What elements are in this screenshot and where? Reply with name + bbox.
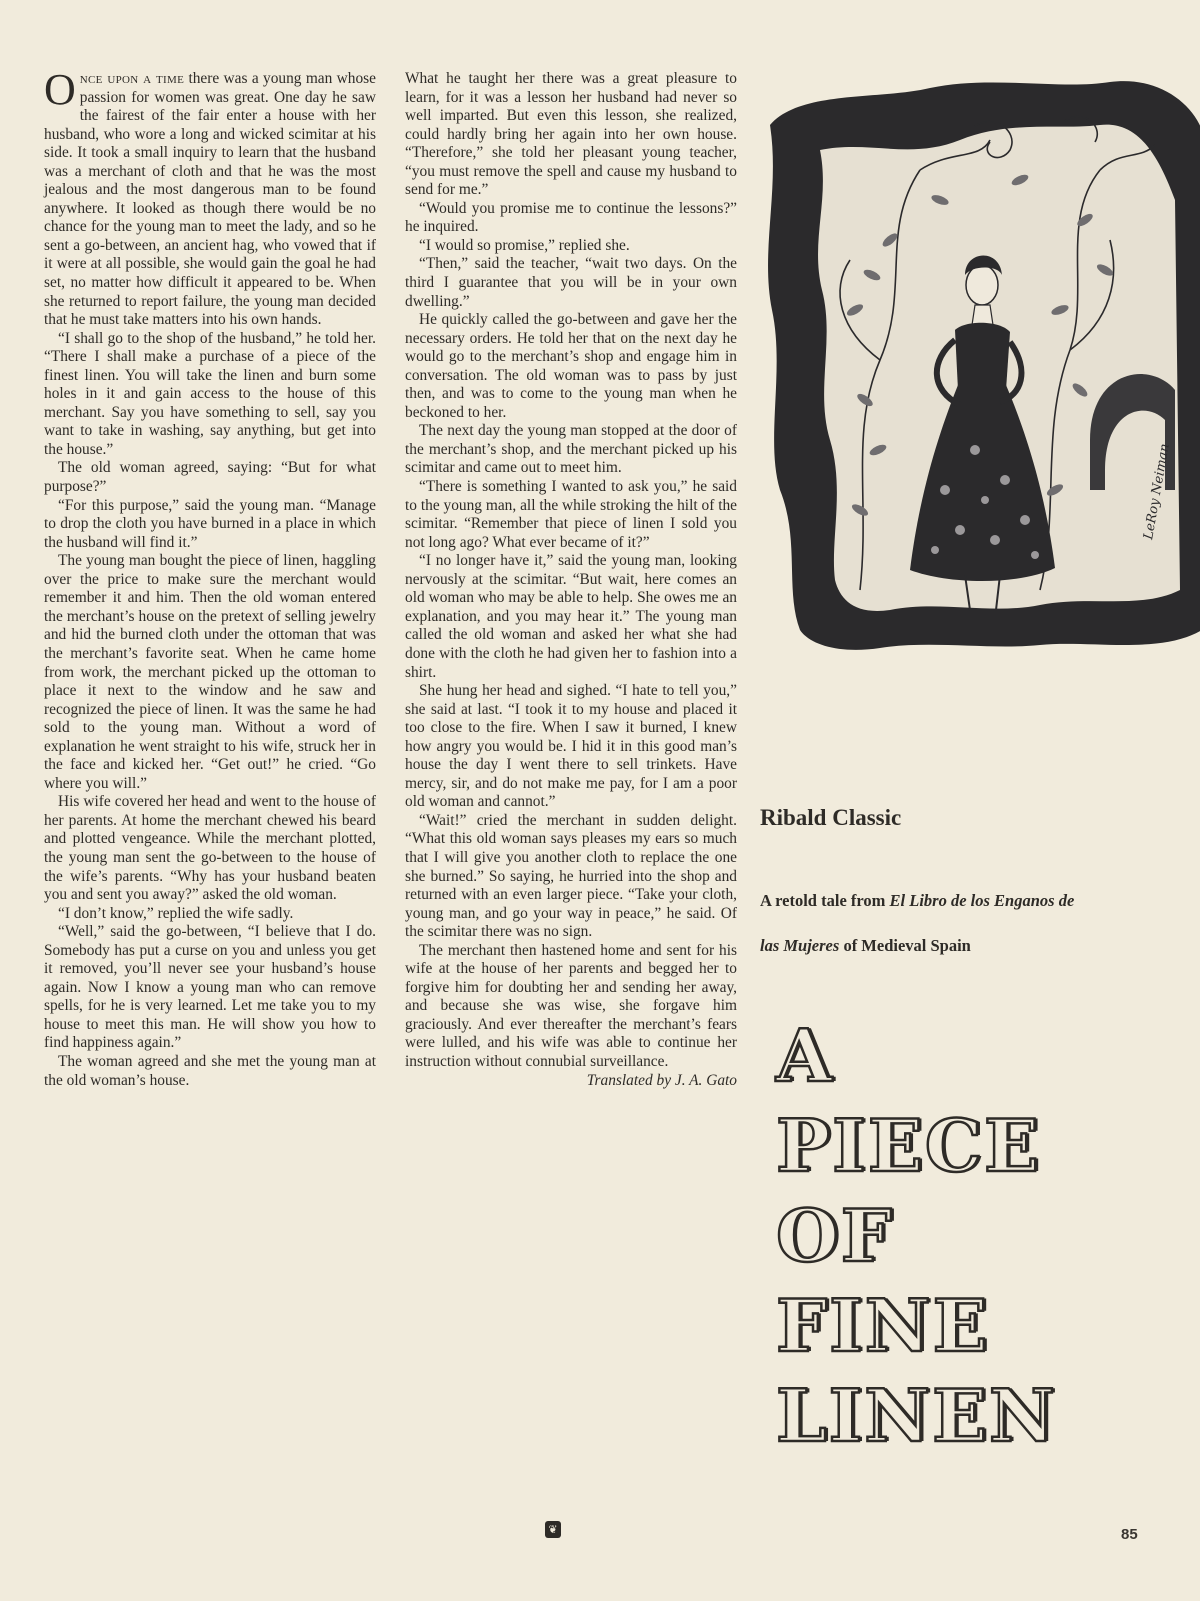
text-column-middle	[405, 70, 737, 1090]
paragraph: The next day the young man stopped at the door of the merchant’s shop, and the merchant picked up his scimitar and came out to meet him.	[405, 422, 737, 477]
paragraph: The merchant then hastened home and sent for his wife at the house of her parents and begged her to forgive him for doubting her and sending her away, and because she was wise, she forgave him graciously. And ever thereafter the merchant’s fears were lulled, and his wife was able to continue her instruction without connubial surveillance.	[405, 941, 737, 1070]
title-word-fine: FINE	[776, 1283, 990, 1368]
title-word-linen: LINEN	[776, 1373, 1057, 1458]
paragraph: “I shall go to the shop of the husband,” he told her. “There I shall make a purchase of a piece of the finest linen. You will take the linen and burn some holes in it and gain access to the house of this merchant. Say you have something to sell, say you want to take in washing, say anything, but get into the house.”	[44, 329, 376, 458]
story-subtitle	[760, 878, 1090, 968]
artist-signature: LeRoy Neiman	[1141, 442, 1173, 541]
paragraph: What he taught her there was a great pleasure to learn, for it was a lesson her husband had never so well imparted. But even this lesson, she realized, could hardly bring her again into her own house. “Therefore,” she told her pleasant young teacher, “you must remove the spell and cause my husband to send for me.”	[405, 70, 737, 199]
paragraph: “Then,” said the teacher, “wait two days. On the third I guarantee that you will be in your own dwelling.”	[405, 255, 737, 310]
paragraph: The young man bought the piece of linen, haggling over the price to make sure the merchant would remember it and him. Then the old woman entered the merchant’s house on the pretext of selling jewelry and hid the burned cloth under the ottoman that was the merchant’s favorite seat. When he came home from work, the merchant picked up the ottoman to place it next to the window and he saw and recognized the piece of linen. It was the same he had sold to the young man. Without a word of explanation he went straight to his wife, struck her in the face and kicked her. “Get out!” he cried. “Go where you will.”	[44, 552, 376, 792]
paragraph: “For this purpose,” said the young man. “Manage to drop the cloth you have burned in a place in which the husband will find it.”	[44, 496, 376, 551]
paragraph: He quickly called the go-between and gave her the necessary orders. He told her that on the next day he would go to the merchant’s shop and engage him in conversation. The old woman was to pass by just then, and was to come to the young man when he beckoned to her.	[405, 311, 737, 421]
illustration-drawing	[760, 70, 1200, 656]
page-number: 85	[1121, 1526, 1138, 1543]
title-word-of: OF	[776, 1193, 894, 1278]
text-column-left	[44, 65, 376, 1090]
book-title: El Libro de los Enganos de las Mujeres	[760, 891, 1075, 955]
paragraph: “Wait!” cried the merchant in sudden delight. “What this old woman says pleases my ears so much that I will give you another cloth to replace the one she burned.” So saying, he hurried into the shop and returned with an even larger piece. “Take your cloth, young man, and go your way in peace,” he said. Of the scimitar there was no sign.	[405, 811, 737, 941]
paragraph: “There is something I wanted to ask you,” he said to the young man, all the while stroking the hilt of the scimitar. “Remember that piece of linen I sold you not long ago? What ever became of it?”	[405, 478, 737, 551]
drop-cap: O	[44, 65, 76, 114]
opening-small-caps: nce upon a time	[79, 70, 185, 87]
paragraph: His wife covered her head and went to the house of her parents. At home the merchant chewed his beard and plotted vengeance. While the merchant plotted, the young man sent the go-between to the house of the wife’s parents. “Why has your husband beaten you and sent you away?” asked the old woman.	[44, 793, 376, 904]
paragraph: “Well,” said the go-between, “I believe that I do. Somebody has put a curse on you and unless you get it removed, you’ll never see your husband’s house again. Now I know a young man who can remove spells, for he is very learned. Let me take you to my house to meet this man. He will show you how to find happiness again.”	[44, 923, 376, 1052]
paragraph: “I no longer have it,” said the young man, looking nervously at the scimitar. “But wait, here comes an old woman who may be able to help. She owes me an explanation, and you may hear it.” The young man called the old woman and asked her what she had done with the cloth he had given her to fashion into a shirt.	[405, 552, 737, 681]
paragraph	[44, 65, 376, 330]
title-word-piece: PIECE	[776, 1103, 1041, 1188]
paragraph: The woman agreed and she met the young man at the old woman’s house.	[44, 1052, 376, 1089]
section-title: Ribald Classic	[760, 805, 902, 830]
paragraph: “Would you promise me to continue the lessons?” he inquired.	[405, 199, 737, 236]
paragraph: The old woman agreed, saying: “But for what purpose?”	[44, 459, 376, 496]
paragraph: She hung her head and sighed. “I hate to tell you,” she said at last. “I took it to my house and placed it too close to the fire. When I saw it burned, I knew how angry you would be. I hid it in this good man’s house the day I went there to sell trinkets. Have mercy, sir, and do not make me pay, for I am a poor old woman and cannot.”	[405, 682, 737, 811]
subtitle-text: A retold tale from	[760, 891, 890, 910]
translator-credit: Translated by J. A. Gato	[586, 1071, 737, 1089]
story-illustration	[760, 70, 1200, 656]
subtitle-text: of Medieval Spain	[839, 936, 971, 955]
paragraph: “I don’t know,” replied the wife sadly.	[58, 904, 294, 922]
paragraph: “I would so promise,” replied she.	[419, 236, 630, 254]
title-word-a: A	[776, 1013, 834, 1098]
playboy-rabbit-icon: ❦	[545, 1521, 561, 1538]
paragraph-text: there was a young man whose passion for women was great. One day he saw the fairest of the fair enter a house with her husband, who wore a long and wicked scimitar at his side. It took a small inquiry to learn that the husband was a merchant of cloth and that he was the most jealous and the most dangerous man to be found anywhere. It looked as though there would be no chance for the young man to meet the lady, and so he sent a go-between, an ancient hag, who vowed that if it were at all possible, she would gain the goal he had set, no matter how difficult it appeared to be. When she returned to report failure, the young man decided that he must take matters into his own hands.	[44, 70, 376, 329]
